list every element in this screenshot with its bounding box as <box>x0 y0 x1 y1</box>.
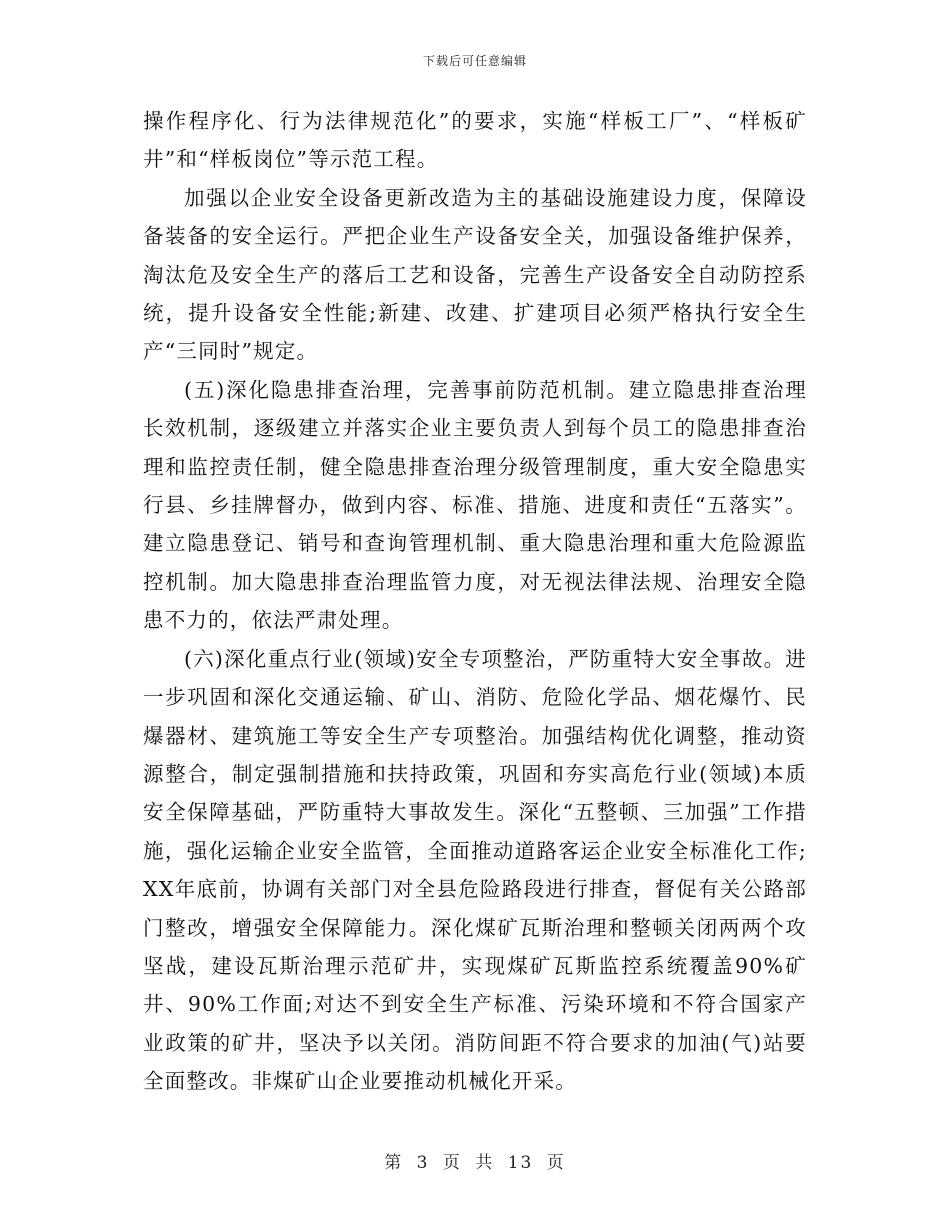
paragraph: (六)深化重点行业(领域)安全专项整治，严防重特大安全事故。进一步巩固和深化交通运输、矿山、消防、危险化学品、烟花爆竹、民爆器材、建筑施工等安全生产专项整治。加强结构优化调整，推动资源整合，制定强制措施和扶持政策，巩固和夯实高危行业(领域)本质安全保障基础，严防重特大事故发生。深化“五整顿、三加强”工作措施，强化运输企业安全监管，全面推动道路客运企业安全标准化工作;XX年底前，协调有关部门对全县危险路段进行排查，督促有关公路部门整改，增强安全保障能力。深化煤矿瓦斯治理和整顿关闭两两个攻坚战，建设瓦斯治理示范矿井，实现煤矿瓦斯监控系统覆盖90%矿井、90%工作面;对达不到安全生产标准、污染环境和不符合国家产业政策的矿井，坚决予以关闭。消防间距不符合要求的加油(气)站要全面整改。非煤矿山企业要推动机械化开采。 <box>143 646 807 1094</box>
page-number-footer: 第 3 页 共 13 页 <box>384 1153 566 1173</box>
paragraph: 加强以企业安全设备更新改造为主的基础设施建设力度，保障设备装备的安全运行。严把企业生产设备安全关，加强设备维护保养，淘汰危及安全生产的落后工艺和设备，完善生产设备安全自动防控系统，提升设备安全性能;新建、改建、扩建项目必须严格执行安全生产“三同时”规定。 <box>143 185 807 364</box>
document-body <box>143 102 807 1101</box>
paragraph: 操作程序化、行为法律规范化”的要求，实施“样板工厂”、“样板矿井”和“样板岗位”等示范工程。 <box>143 109 807 172</box>
page-header: 下载后可任意编辑 <box>422 54 527 68</box>
paragraph: (五)深化隐患排查治理，完善事前防范机制。建立隐患排查治理长效机制，逐级建立并落实企业主要负责人到每个员工的隐患排查治理和监控责任制，健全隐患排查治理分级管理制度，重大安全隐患实行县、乡挂牌督办，做到内容、标准、措施、进度和责任“五落实”。建立隐患登记、销号和查询管理机制、重大隐患治理和重大危险源监控机制。加大隐患排查治理监管力度，对无视法律法规、治理安全隐患不力的，依法严肃处理。 <box>143 377 807 633</box>
